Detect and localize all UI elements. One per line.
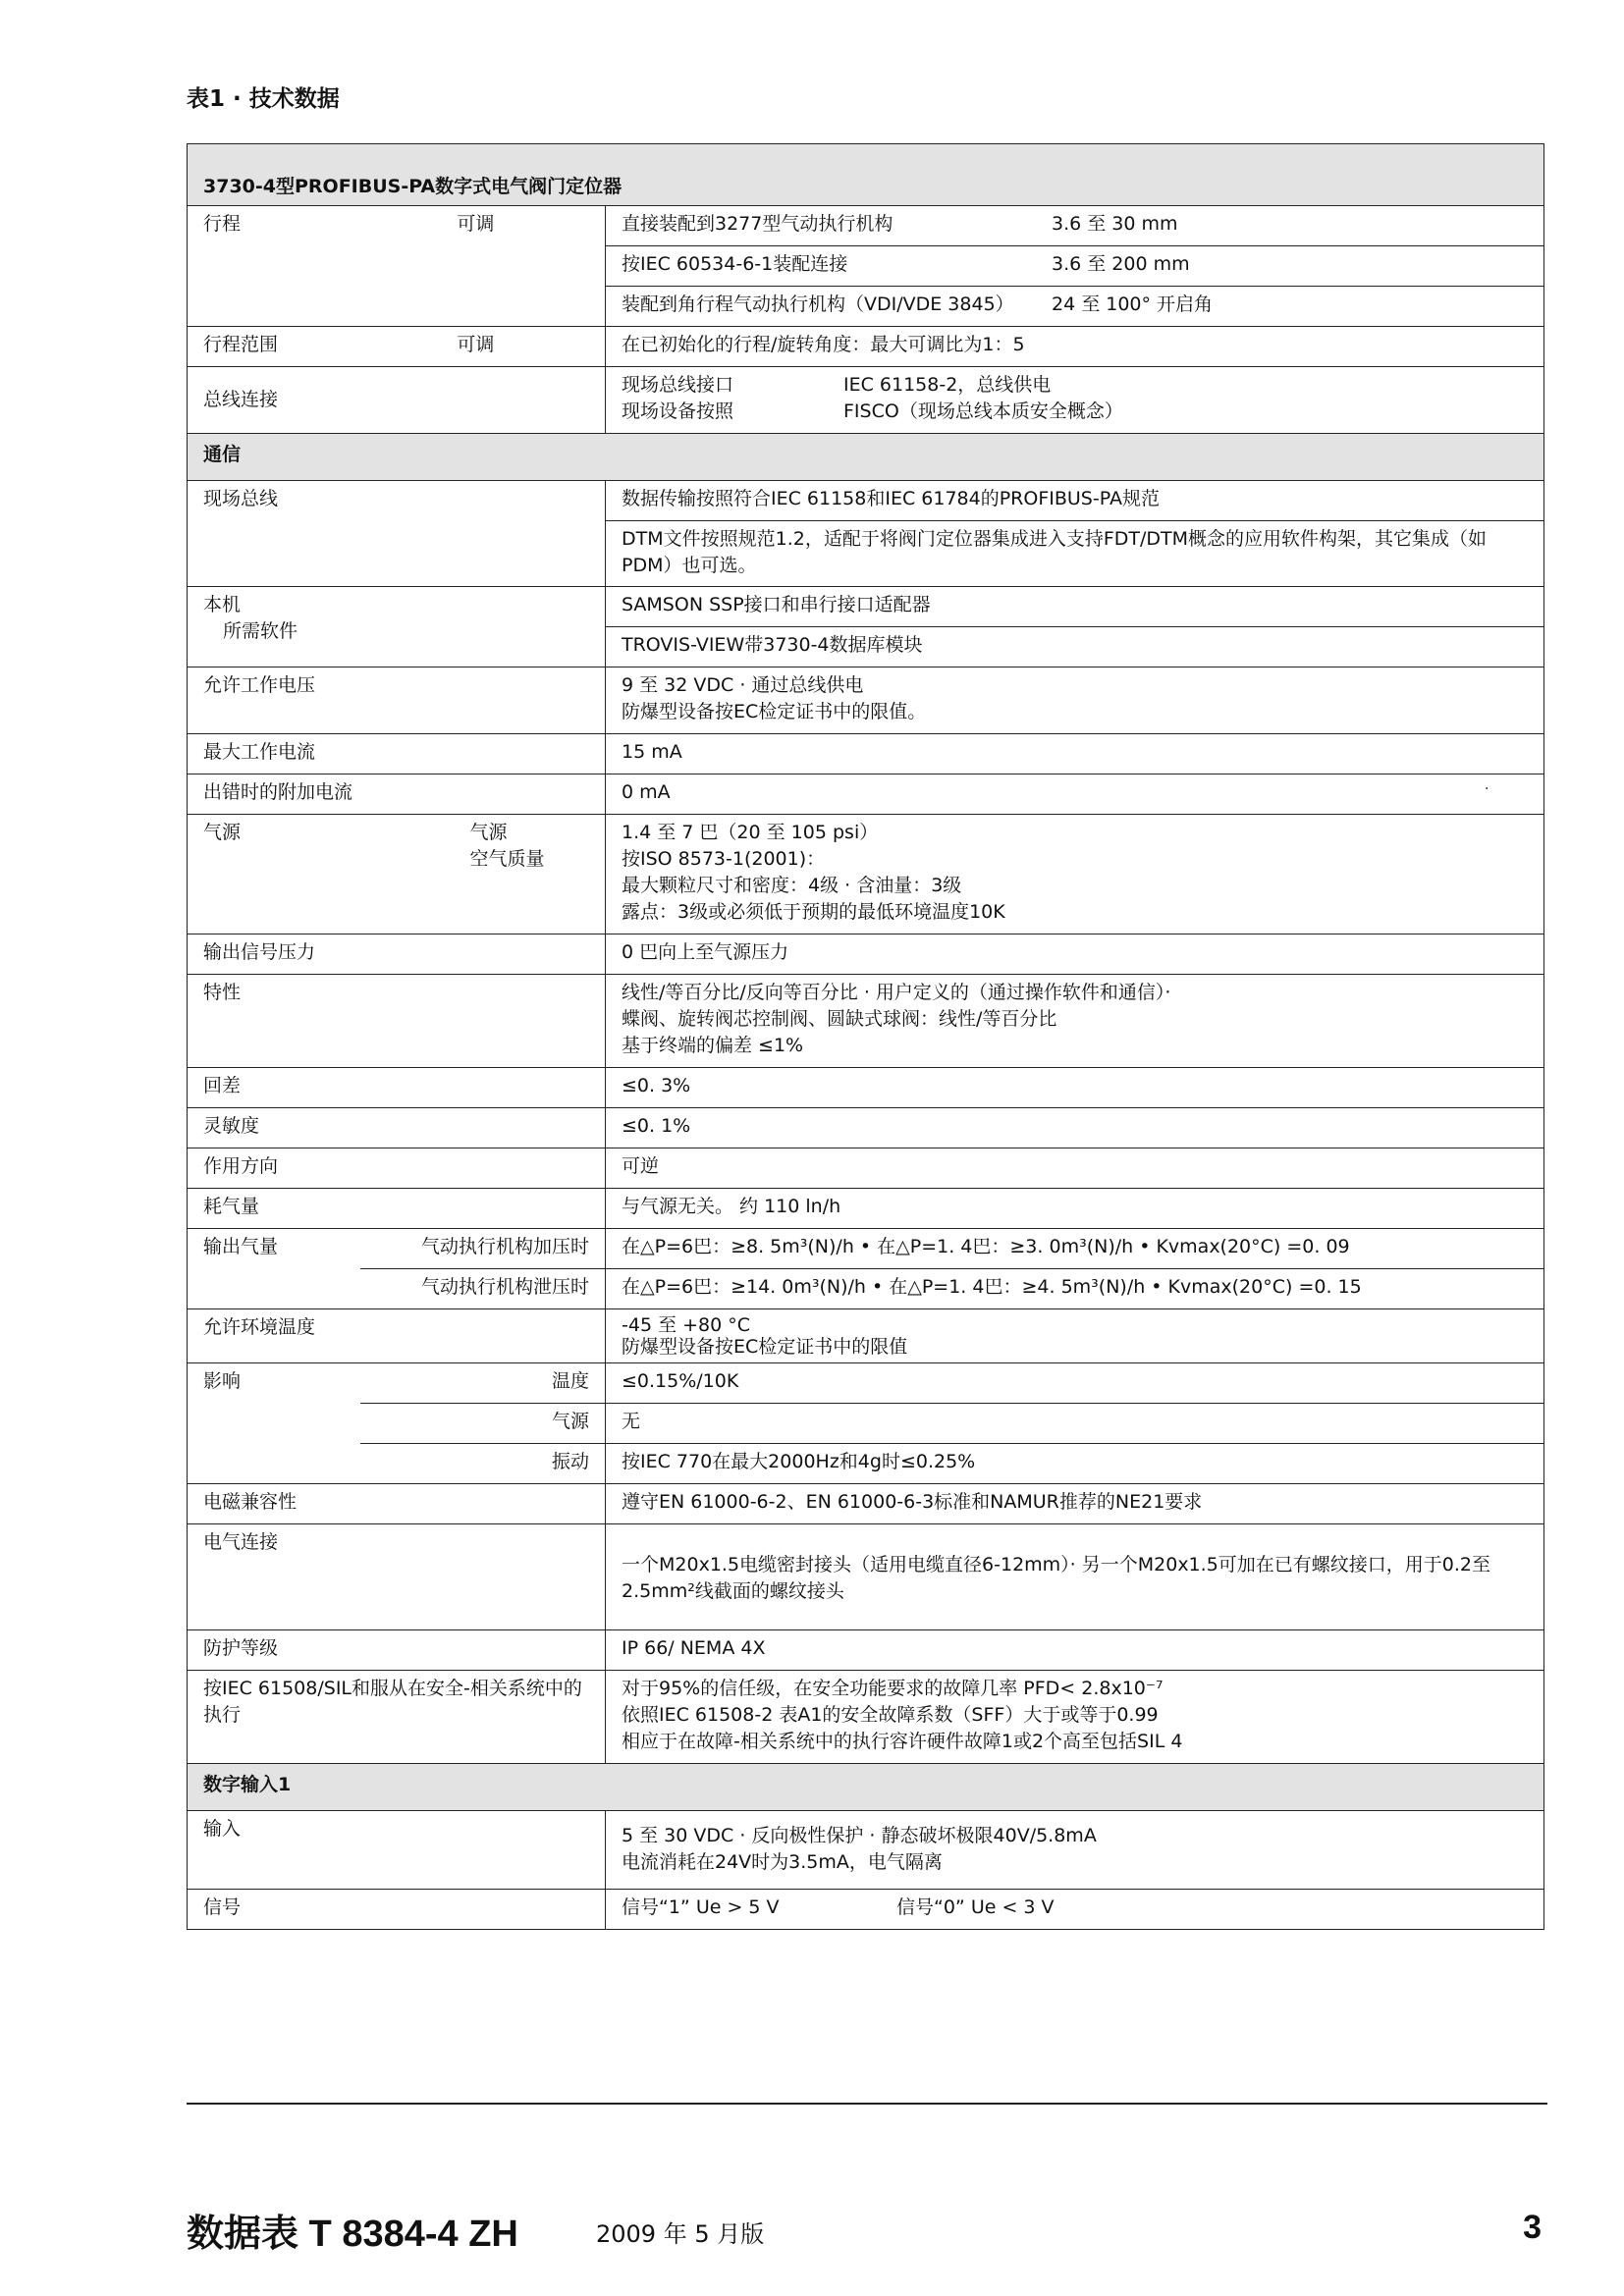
row-influence-3 xyxy=(188,1444,1544,1484)
datasheet-title: 数据表 T 8384-4 ZH xyxy=(187,2214,518,2255)
bus-key: 现场总线接口 xyxy=(622,374,734,396)
row-label: 行程范围 xyxy=(188,327,360,367)
row-signal xyxy=(188,1890,1544,1930)
row-label: 影响 xyxy=(188,1363,360,1484)
row-value: 1.4 至 7 巴（20 至 105 psi） 按ISO 8573-1(2001)： 最大颗粒尺寸和密度：4级 · 含油量：3级 露点：3级或必须低于预期的最低环境温度10K xyxy=(606,815,1544,934)
row-value: 5 至 30 VDC · 反向极性保护 · 静态破坏极限40V/5.8mA 电流消耗在24V时为3.5mA，电气隔离 xyxy=(606,1811,1544,1890)
section-title: 3730-4型PROFIBUS-PA数字式电气阀门定位器 xyxy=(188,144,1544,206)
row-value xyxy=(606,1890,1544,1930)
signal-zero: 信号“0” Ue < 3 V xyxy=(896,1896,1055,1918)
row-label: 按IEC 61508/SIL和服从在安全-相关系统中的执行 xyxy=(188,1671,606,1764)
row-label: 回差 xyxy=(188,1068,606,1108)
row-characteristic xyxy=(188,975,1544,1068)
row-label: 最大工作电流 xyxy=(188,734,606,774)
row-output-air-2 xyxy=(188,1269,1544,1309)
row-value: 可逆 xyxy=(606,1148,1544,1189)
row-qualifier: 可调 xyxy=(360,206,606,327)
row-value: 0 mA xyxy=(606,774,1544,815)
row-qualifier: 气动执行机构加压时 xyxy=(360,1229,606,1269)
row-value: ≤0. 1% xyxy=(606,1108,1544,1148)
row-influence xyxy=(188,1363,1544,1404)
row-value: 无 xyxy=(606,1404,1544,1444)
row-value: 一个M20x1.5电缆密封接头（适用电缆直径6-12mm）· 另一个M20x1.5可加在已有螺纹接口，用于0.2至2.5mm²线截面的螺纹接头 xyxy=(606,1524,1544,1630)
row-value: 遵守EN 61000-6-2、EN 61000-6-3标准和NAMUR推荐的NE21要求 xyxy=(606,1484,1544,1524)
signal-one: 信号“1” Ue > 5 V xyxy=(622,1896,780,1918)
row-voltage xyxy=(188,667,1544,734)
row-label: 输出信号压力 xyxy=(188,934,606,975)
row-consumption xyxy=(188,1189,1544,1229)
row-value: 与气源无关。 约 110 ln/h xyxy=(606,1189,1544,1229)
row-qualifier: 气源 xyxy=(360,1404,606,1444)
section-digital-input xyxy=(188,1764,1544,1811)
row-fieldbus xyxy=(188,481,1544,521)
row-value: SAMSON SSP接口和串行接口适配器 xyxy=(606,587,1544,627)
mount-range: 3.6 至 200 mm xyxy=(1052,253,1190,275)
technical-data-table xyxy=(187,143,1544,1930)
row-value xyxy=(606,206,1544,246)
row-fault-current xyxy=(188,774,1544,815)
row-value: 15 mA xyxy=(606,734,1544,774)
bus-key: 现场设备按照 xyxy=(622,400,734,422)
row-travel xyxy=(188,206,1544,246)
row-bus xyxy=(188,367,1544,434)
row-qualifier: 振动 xyxy=(360,1444,606,1484)
row-emc xyxy=(188,1484,1544,1524)
row-value xyxy=(606,287,1544,327)
row-qualifier: 气源 空气质量 xyxy=(360,815,606,934)
row-label: 出错时的附加电流 xyxy=(188,774,606,815)
row-sil xyxy=(188,1671,1544,1764)
row-value: ≤0.15%/10K xyxy=(606,1363,1544,1404)
bus-value: FISCO（现场总线本质安全概念） xyxy=(843,400,1123,422)
mount-type: 装配到角行程气动执行机构（VDI/VDE 3845） xyxy=(622,294,1014,315)
row-label xyxy=(188,587,606,667)
row-label: 气源 xyxy=(188,815,360,934)
section-title: 数字输入1 xyxy=(188,1764,1544,1811)
row-label: 允许工作电压 xyxy=(188,667,606,734)
row-value: 在△P=6巴：≥14. 0m³(N)/h • 在△P=1. 4巴：≥4. 5m³(N)/h • Kvmax(20°C) =0. 15 xyxy=(606,1269,1544,1309)
row-host xyxy=(188,587,1544,627)
row-label: 现场总线 xyxy=(188,481,606,587)
row-value: DTM文件按照规范1.2，适配于将阀门定位器集成进入支持FDT/DTM概念的应用软件构架，其它集成（如PDM）也可选。 xyxy=(606,521,1544,587)
mount-type: 直接装配到3277型气动执行机构 xyxy=(622,213,893,235)
row-label: 输出气量 xyxy=(188,1229,360,1309)
row-output-pressure xyxy=(188,934,1544,975)
row-qualifier: 温度 xyxy=(360,1363,606,1404)
row-value xyxy=(606,246,1544,287)
row-label: 特性 xyxy=(188,975,606,1068)
row-travel-range xyxy=(188,327,1544,367)
section-title: 通信 xyxy=(188,434,1544,481)
row-value: IP 66/ NEMA 4X xyxy=(606,1630,1544,1671)
row-direction xyxy=(188,1148,1544,1189)
row-value: 在△P=6巴：≥8. 5m³(N)/h • 在△P=1. 4巴：≥3. 0m³(N)/h • Kvmax(20°C) =0. 09 xyxy=(606,1229,1544,1269)
row-value: TROVIS-VIEW带3730-4数据库模块 xyxy=(606,627,1544,667)
edition-date: 2009 年 5 月版 xyxy=(596,2220,765,2248)
row-value xyxy=(606,367,1544,434)
row-value: 线性/等百分比/反向等百分比 · 用户定义的（通过操作软件和通信）· 蝶阀、旋转阀芯控制阀、圆缺式球阀：线性/等百分比 基于终端的偏差 ≤1% xyxy=(606,975,1544,1068)
row-label: 灵敏度 xyxy=(188,1108,606,1148)
row-value: -45 至 +80 °C 防爆型设备按EC检定证书中的限值 xyxy=(606,1309,1544,1363)
footer-divider xyxy=(187,2103,1547,2105)
host-sublabel: 所需软件 xyxy=(223,620,298,642)
row-input xyxy=(188,1811,1544,1890)
row-output-air xyxy=(188,1229,1544,1269)
row-electrical xyxy=(188,1524,1544,1630)
row-air xyxy=(188,815,1544,934)
row-value: ≤0. 3% xyxy=(606,1068,1544,1108)
row-label: 允许环境温度 xyxy=(188,1309,606,1363)
row-sensitivity xyxy=(188,1108,1544,1148)
row-hysteresis xyxy=(188,1068,1544,1108)
row-qualifier: 气动执行机构泄压时 xyxy=(360,1269,606,1309)
row-label: 防护等级 xyxy=(188,1630,606,1671)
row-label: 信号 xyxy=(188,1890,606,1930)
mount-range: 24 至 100° 开启角 xyxy=(1052,294,1214,315)
row-max-current xyxy=(188,734,1544,774)
row-value: 9 至 32 VDC · 通过总线供电 防爆型设备按EC检定证书中的限值。 xyxy=(606,667,1544,734)
section-comm xyxy=(188,434,1544,481)
row-label: 输入 xyxy=(188,1811,606,1890)
row-label: 作用方向 xyxy=(188,1148,606,1189)
row-value: 在已初始化的行程/旋转角度：最大可调比为1：5 xyxy=(606,327,1544,367)
row-label: 耗气量 xyxy=(188,1189,606,1229)
row-value: 0 巴向上至气源压力 xyxy=(606,934,1544,975)
row-label: 总线连接 xyxy=(188,367,606,434)
host-label: 本机 xyxy=(203,594,242,615)
stray-mark: · xyxy=(1485,781,1489,797)
row-value: 对于95%的信任级，在安全功能要求的故障几率 PFD< 2.8x10⁻⁷ 依照IEC 61508-2 表A1的安全故障系数（SFF）大于或等于0.99 相应于在故障-相关系统中的执行容许硬件故障1或2个高至包括SIL 4 xyxy=(606,1671,1544,1764)
page-number: 3 xyxy=(1523,2209,1542,2246)
row-value: 数据传输按照符合IEC 61158和IEC 61784的PROFIBUS-PA规范 xyxy=(606,481,1544,521)
row-label: 行程 xyxy=(188,206,360,327)
section-device xyxy=(188,144,1544,206)
mount-range: 3.6 至 30 mm xyxy=(1052,213,1178,235)
bus-value: IEC 61158-2，总线供电 xyxy=(843,374,1052,396)
row-qualifier: 可调 xyxy=(360,327,606,367)
row-label: 电磁兼容性 xyxy=(188,1484,606,1524)
mount-type: 按IEC 60534-6-1装配连接 xyxy=(622,253,848,275)
row-ambient xyxy=(188,1309,1544,1363)
row-influence-2 xyxy=(188,1404,1544,1444)
page-heading: 表1 · 技术数据 xyxy=(187,86,340,112)
row-value: 按IEC 770在最大2000Hz和4g时≤0.25% xyxy=(606,1444,1544,1484)
row-protection xyxy=(188,1630,1544,1671)
row-label: 电气连接 xyxy=(188,1524,606,1630)
